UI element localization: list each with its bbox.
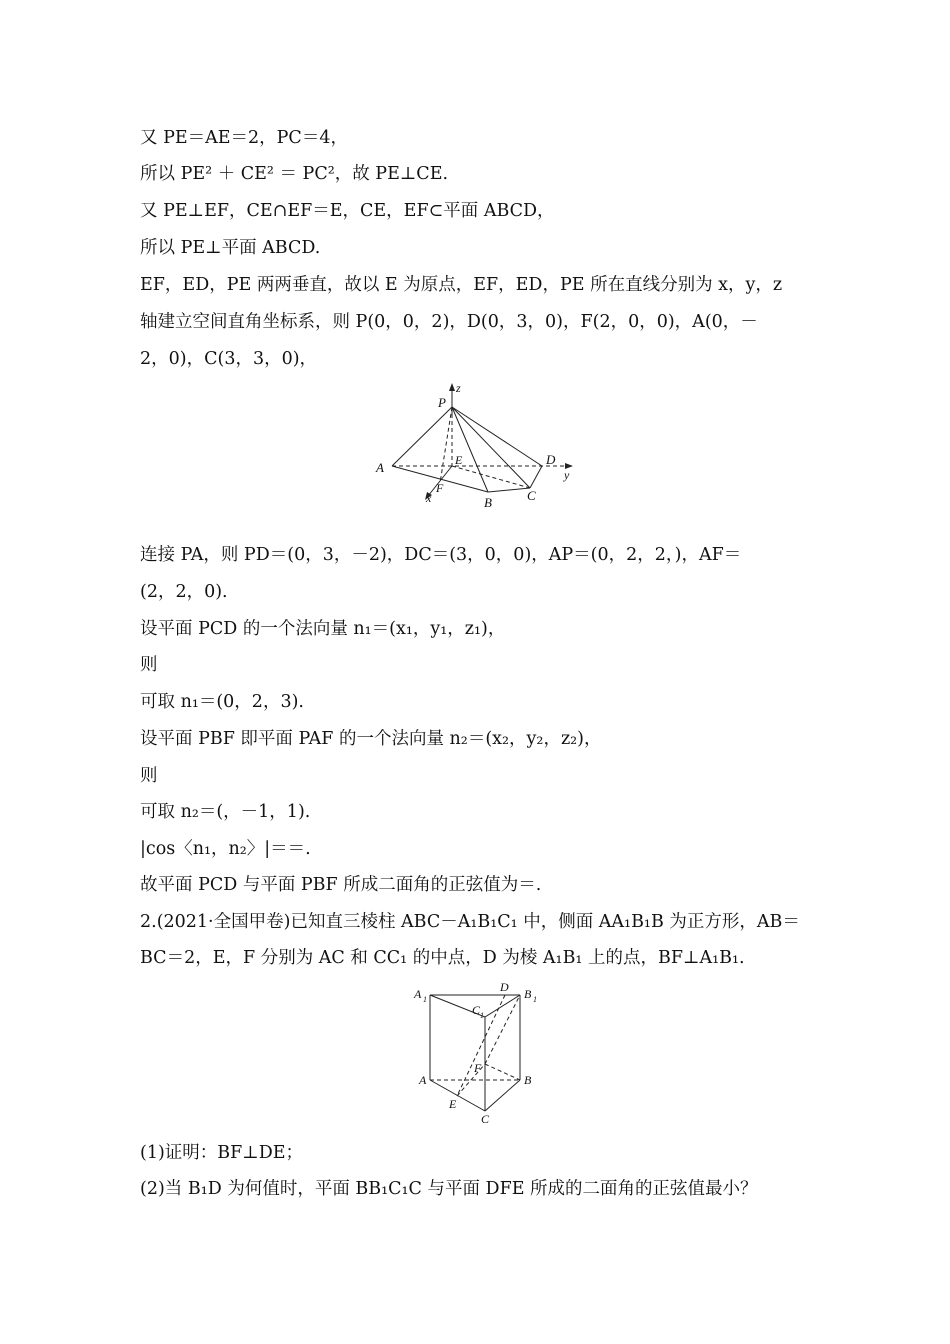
label-A1-sub: 1	[423, 995, 427, 1004]
label-D: D	[546, 452, 556, 467]
line-18: 2.(2021·全国甲卷)已知直三棱柱 ABC－A₁B₁C₁ 中，侧面 AA₁B₁B 为正方形，AB＝	[140, 912, 800, 932]
line-9: (2，2，0).	[140, 582, 228, 602]
line-19: BC＝2，E，F 分别为 AC 和 CC₁ 的中点，D 为棱 A₁B₁ 上的点，BF⊥A₁B₁.	[140, 948, 745, 968]
label-B: B	[484, 495, 492, 510]
label-C1: C	[472, 1003, 481, 1017]
label-y: y	[564, 468, 570, 482]
line-21: (2)当 B₁D 为何值时，平面 BB₁C₁C 与平面 DFE 所成的二面角的正弦值最小？	[140, 1179, 758, 1199]
line-1: 又 PE＝AE＝2，PC＝4，	[140, 128, 348, 148]
line-5: EF，ED，PE 两两垂直，故以 E 为原点，EF，ED，PE 所在直线分别为 x，y，z	[140, 275, 783, 295]
line-7: 2，0)，C(3，3，0)，	[140, 349, 318, 369]
line-4: 所以 PE⊥平面 ABCD.	[140, 238, 321, 258]
line-2: 所以 PE² ＋ CE² ＝ PC²，故 PE⊥CE.	[140, 164, 449, 184]
line-17: 故平面 PCD 与平面 PBF 所成二面角的正弦值为＝.	[140, 875, 542, 895]
label-B1-sub: 1	[533, 995, 537, 1004]
label-A: A	[419, 1073, 427, 1087]
line-16: |cos〈n₁，n₂〉|＝＝.	[140, 839, 311, 859]
line-12: 可取 n₁＝(0，2，3).	[140, 692, 304, 712]
line-11: 则	[140, 655, 158, 675]
label-F: F	[436, 481, 444, 495]
line-8: 连接 PA，则 PD＝(0，3，－2)，DC＝(3，0，0)，AP＝(0，2，2，)，AF＝	[140, 545, 742, 565]
label-P: P	[438, 395, 446, 410]
label-C1-sub: 1	[480, 1011, 484, 1020]
line-20: (1)证明：BF⊥DE；	[140, 1143, 304, 1163]
line-3: 又 PE⊥EF，CE∩EF＝E，CE，EF⊂平面 ABCD，	[140, 201, 555, 221]
line-14: 则	[140, 766, 158, 786]
label-D: D	[500, 980, 509, 994]
label-x: x	[426, 491, 432, 505]
label-z: z	[456, 381, 461, 395]
label-C: C	[527, 488, 536, 503]
line-15: 可取 n₂＝(，－1，1).	[140, 802, 311, 822]
label-B: B	[524, 1073, 532, 1087]
label-A1: A	[414, 987, 422, 1001]
label-A: A	[376, 460, 384, 475]
label-B1: B	[524, 987, 532, 1001]
label-F: F	[474, 1061, 482, 1075]
figure-prism	[410, 980, 545, 1130]
line-6: 轴建立空间直角坐标系，则 P(0，0，2)，D(0，3，0)，F(2，0，0)，A(0，－	[140, 312, 758, 332]
line-10: 设平面 PCD 的一个法向量 n₁＝(x₁，y₁，z₁)，	[140, 619, 506, 639]
label-E: E	[449, 1097, 457, 1111]
line-13: 设平面 PBF 即平面 PAF 的一个法向量 n₂＝(x₂，y₂，z₂)，	[140, 729, 602, 749]
figure-pyramid	[370, 378, 585, 513]
label-E: E	[455, 453, 463, 467]
label-C: C	[481, 1112, 490, 1126]
